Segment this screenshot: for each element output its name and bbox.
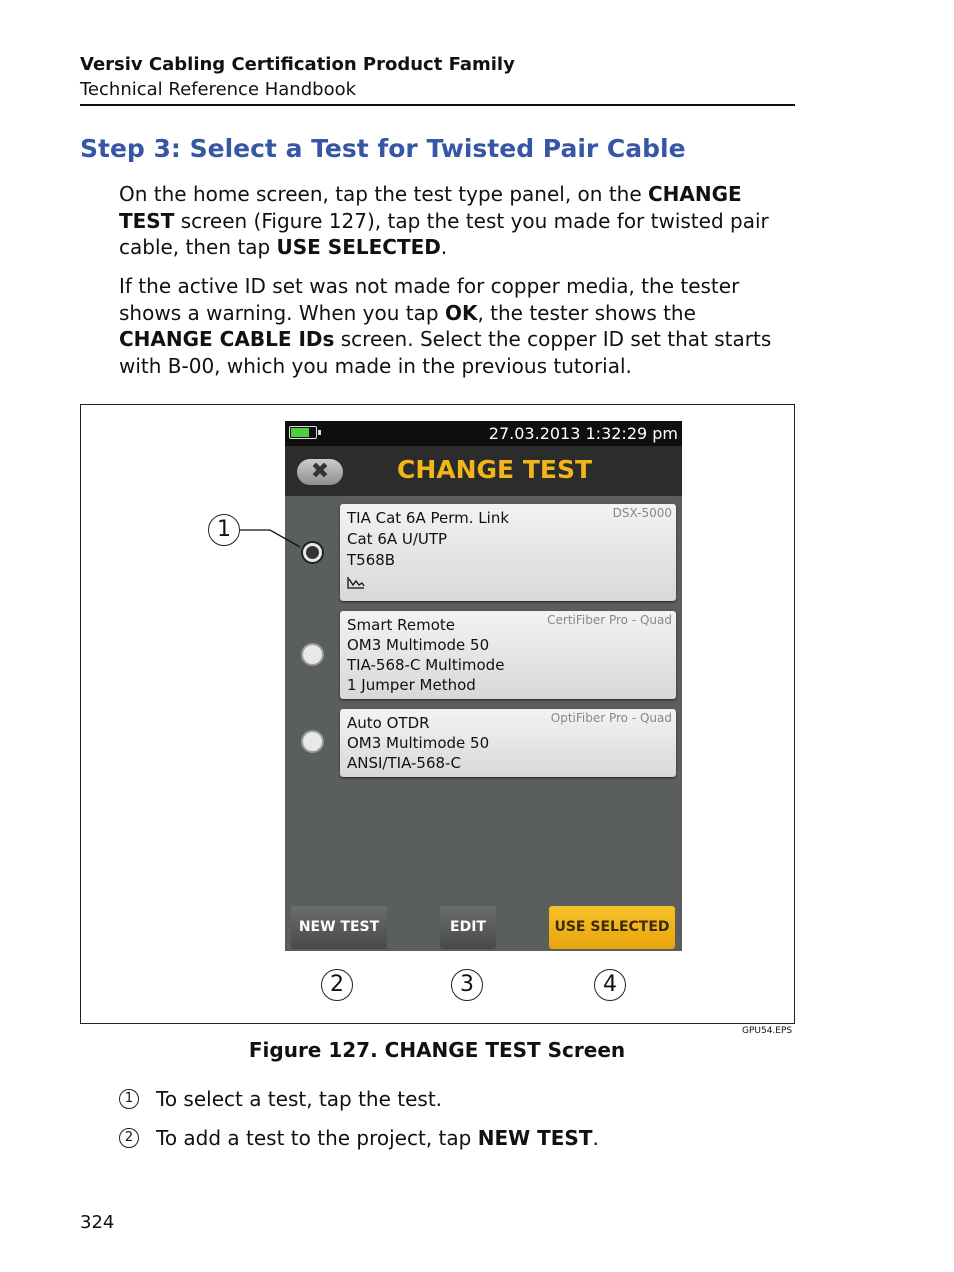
test-line: 1 Jumper Method [347, 676, 476, 694]
test-line: Smart Remote [347, 616, 456, 634]
header-rule [80, 104, 795, 106]
list-item: 1 To select a test, tap the test. [119, 1087, 442, 1111]
list-item: 2 To add a test to the project, tap NEW TEST. [119, 1126, 599, 1150]
running-header-title: Versiv Cabling Certification Product Family [80, 54, 515, 75]
test-line: TIA Cat 6A Perm. Link [347, 509, 510, 527]
battery-fill [291, 428, 309, 437]
figure-caption: Figure 127. CHANGE TEST Screen [248, 1038, 626, 1062]
callout-leader [240, 529, 302, 551]
datetime: 27.03.2013 1:32:29 pm [488, 424, 678, 443]
list-number: 2 [119, 1128, 139, 1148]
screen-title: CHANGE TEST [397, 455, 593, 484]
callout-4: 4 [594, 969, 626, 1001]
paragraph-1: On the home screen, tap the test type panel, on the CHANGE TEST screen (Figure 127), tap the test you made for twisted pair cable, then tap USE SELECTED. [119, 182, 769, 259]
section-title: Step 3: Select a Test for Twisted Pair Cable [80, 134, 686, 163]
instrument-label: DSX-5000 [612, 506, 672, 520]
test-card-1[interactable] [340, 504, 676, 601]
callout-2: 2 [321, 969, 353, 1001]
waveform-icon [347, 575, 365, 589]
status-bar [285, 421, 682, 446]
page-number: 324 [80, 1212, 115, 1233]
close-icon: ✖ [310, 459, 330, 484]
callout-1: 1 [208, 514, 240, 546]
figure-file-label: GPU54.EPS [742, 1026, 793, 1036]
test-radio-3[interactable] [301, 730, 324, 753]
test-line: OM3 Multimode 50 [347, 734, 490, 752]
test-line: Cat 6A U/UTP [347, 530, 448, 548]
battery-icon [289, 426, 317, 439]
test-line: Auto OTDR [347, 714, 430, 732]
title-bar [285, 446, 682, 496]
test-line: TIA-568-C Multimode [347, 656, 505, 674]
new-test-button[interactable]: NEW TEST [291, 906, 387, 949]
callout-3: 3 [451, 969, 483, 1001]
instrument-label: CertiFiber Pro - Quad [547, 613, 672, 627]
test-line: ANSI/TIA-568-C [347, 754, 461, 772]
test-radio-1[interactable] [301, 541, 324, 564]
test-line: T568B [347, 551, 396, 569]
test-line: OM3 Multimode 50 [347, 636, 490, 654]
running-header-subtitle: Technical Reference Handbook [80, 79, 357, 100]
paragraph-2: If the active ID set was not made for copper media, the tester shows a warning. When you tap OK, the tester shows the CHANGE CABLE IDs screen. Select the copper ID set that starts with B-00, which you made in the previous tutorial. [119, 274, 772, 378]
test-radio-2[interactable] [301, 643, 324, 666]
use-selected-button[interactable]: USE SELECTED [549, 906, 675, 949]
instrument-label: OptiFiber Pro - Quad [550, 711, 672, 725]
list-number: 1 [119, 1089, 139, 1109]
test-card-3[interactable] [340, 709, 676, 777]
back-button[interactable] [297, 459, 343, 485]
edit-button[interactable]: EDIT [440, 906, 496, 949]
test-card-2[interactable] [340, 611, 676, 699]
tester-screen [285, 421, 682, 951]
